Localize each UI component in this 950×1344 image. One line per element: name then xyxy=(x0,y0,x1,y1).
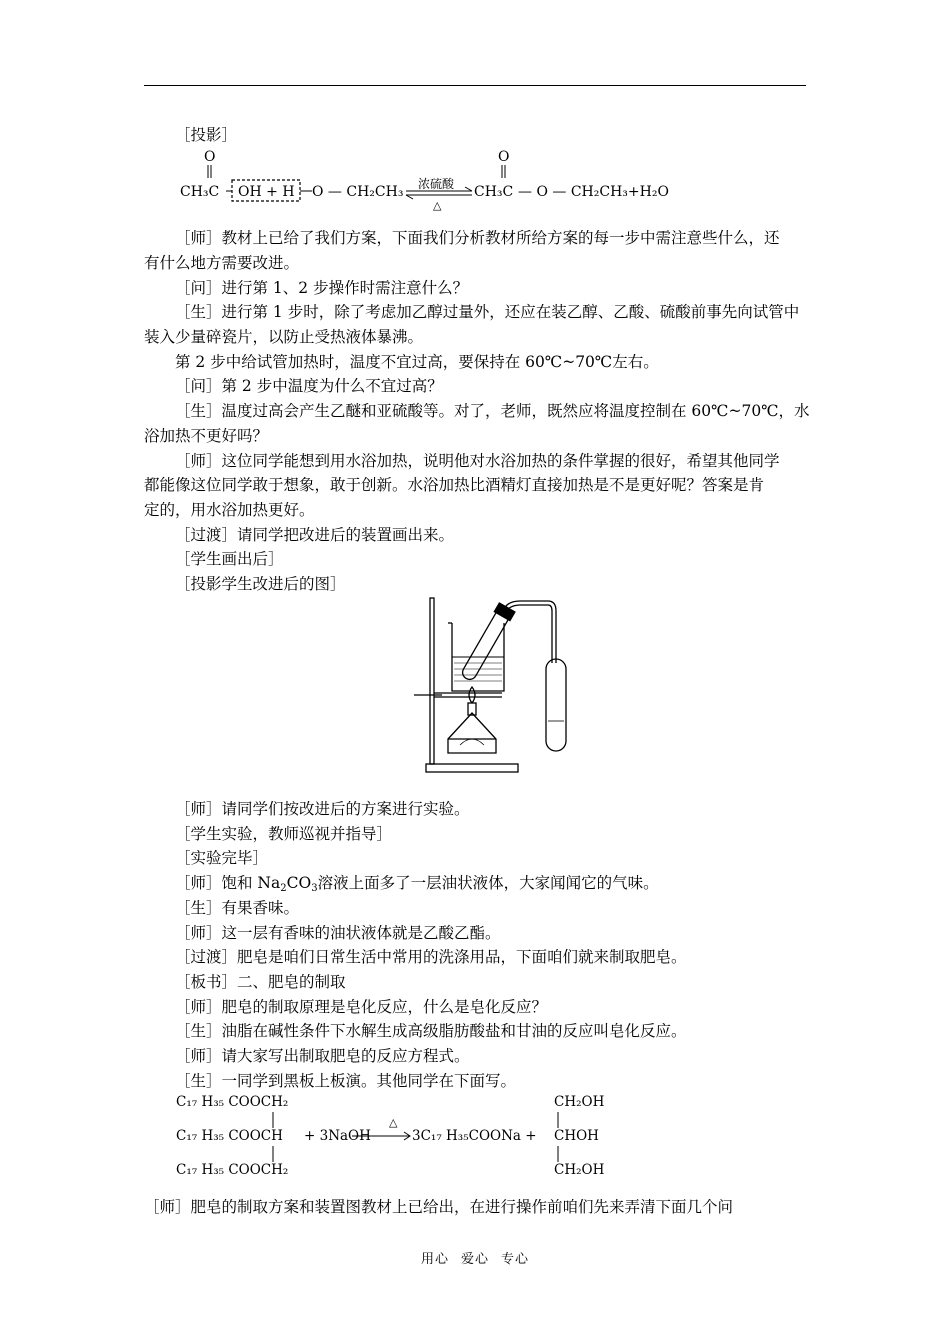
text-line: 第 2 步中给试管加热时，温度不宜过高，要保持在 60℃~70℃左右。 xyxy=(175,353,659,371)
stand-rod xyxy=(430,598,434,764)
soap-product: 3C₁₇ H₃₅COONa + xyxy=(412,1128,537,1144)
carbonyl-o-right: O xyxy=(498,149,510,165)
text-line: ［过渡］请同学把改进后的装置画出来。 xyxy=(175,526,455,544)
triglyceride-row-3: C₁₇ H₃₅ COOCH₂ xyxy=(176,1162,289,1178)
text-line: ［学生实验，教师巡视并指导］ xyxy=(175,825,393,843)
text-line: ［师］肥皂的制取方案和装置图教材上已给出，在进行操作前咱们先来弄清下面几个问 xyxy=(144,1198,734,1216)
text-line: ［问］第 2 步中温度为什么不宜过高？ xyxy=(175,377,443,395)
naoh-reactant: + 3NaOH xyxy=(304,1128,371,1144)
receiving-tube xyxy=(546,659,566,751)
page-footer xyxy=(0,1248,950,1267)
triglyceride-row-2: C₁₇ H₃₅ COOCH xyxy=(176,1128,283,1144)
heat-symbol: △ xyxy=(433,199,442,212)
alcohol-lamp xyxy=(448,713,496,753)
reactant-ethyl: O — CH₂CH₃ xyxy=(312,184,404,200)
text-line: ［过渡］肥皂是咱们日常生活中常用的洗涤用品，下面咱们就来制取肥皂。 xyxy=(175,948,687,966)
glycerol-row-3: CH₂OH xyxy=(554,1162,605,1178)
footer-word: 爱心 xyxy=(460,1252,489,1267)
text-line: 有什么地方需要改进。 xyxy=(144,254,300,272)
apparatus-figure xyxy=(412,593,582,778)
text-line: ［投影］ xyxy=(175,126,238,144)
reactant-oh-h: OH + H xyxy=(238,184,295,200)
product-ch3c: CH₃C xyxy=(474,184,514,200)
text-line: ［学生画出后］ xyxy=(175,550,284,568)
stand-base xyxy=(426,764,518,772)
text-line: ［师］这一层有香味的油状液体就是乙酸乙酯。 xyxy=(175,924,501,942)
esterification-equation xyxy=(170,145,670,215)
text-line: 都能像这位同学敢于想象，敢于创新。水浴加热比酒精灯直接加热是不是更好呢？答案是肯 xyxy=(144,476,765,494)
header-rule xyxy=(144,85,806,86)
text-line: 浴加热不更好吗？ xyxy=(144,427,269,445)
text-line: ［生］温度过高会产生乙醚和亚硫酸等。对了，老师，既然应将温度控制在 60℃~70℃，水 xyxy=(175,402,810,420)
text-line: ［投影学生改进后的图］ xyxy=(175,575,346,593)
text-line: ［板书］二、肥皂的制取 xyxy=(175,973,346,991)
text-line: ［师］饱和 $Na_2CO_3$溶液上面多了一层油状液体，大家闻闻它的气味。 xyxy=(175,874,659,894)
text-line: ［生］油脂在碱性条件下水解生成高级脂肪酸盐和甘油的反应叫皂化反应。 xyxy=(175,1022,687,1040)
heat-symbol: △ xyxy=(389,1116,398,1129)
text-line: ［问］进行第 1、2 步操作时需注意什么？ xyxy=(175,279,469,297)
text-line: ［生］进行第 1 步时，除了考虑加乙醇过量外，还应在装乙醇、乙酸、硫酸前事先向试管中 xyxy=(175,303,800,321)
text-line: ［实验完毕］ xyxy=(175,849,269,867)
text-line: ［生］有果香味。 xyxy=(175,899,300,917)
text-line: ［师］教材上已给了我们方案，下面我们分析教材所给方案的每一步中需注意些什么，还 xyxy=(175,229,780,247)
text-line: 装入少量碎瓷片，以防止受热液体暴沸。 xyxy=(144,328,424,346)
text-line: ［师］请同学们按改进后的方案进行实验。 xyxy=(175,800,470,818)
text-line: ［生］一同学到黑板上板演。其他同学在下面写。 xyxy=(175,1072,517,1090)
footer-word: 用心 xyxy=(420,1252,449,1267)
flame xyxy=(469,687,475,703)
triglyceride-row-1: C₁₇ H₃₅ COOCH₂ xyxy=(176,1094,289,1110)
text-line: ［师］肥皂的制取原理是皂化反应，什么是皂化反应？ xyxy=(175,998,548,1016)
footer-word: 专心 xyxy=(501,1252,530,1267)
reactant-ch3c: CH₃C xyxy=(180,184,220,200)
glycerol-row-1: CH₂OH xyxy=(554,1094,605,1110)
text-line: ［师］这位同学能想到用水浴加热，说明他对水浴加热的条件掌握的很好，希望其他同学 xyxy=(175,452,780,470)
test-tube xyxy=(458,603,515,683)
catalyst-label: 浓硫酸 xyxy=(418,177,455,191)
glycerol-row-2: CHOH xyxy=(554,1128,599,1144)
carbonyl-o-left: O xyxy=(204,149,216,165)
text-line: 定的，用水浴加热更好。 xyxy=(144,501,315,519)
product-rest: — O — CH₂CH₃+H₂O xyxy=(518,184,669,200)
text-line: ［师］请大家写出制取肥皂的反应方程式。 xyxy=(175,1047,470,1065)
